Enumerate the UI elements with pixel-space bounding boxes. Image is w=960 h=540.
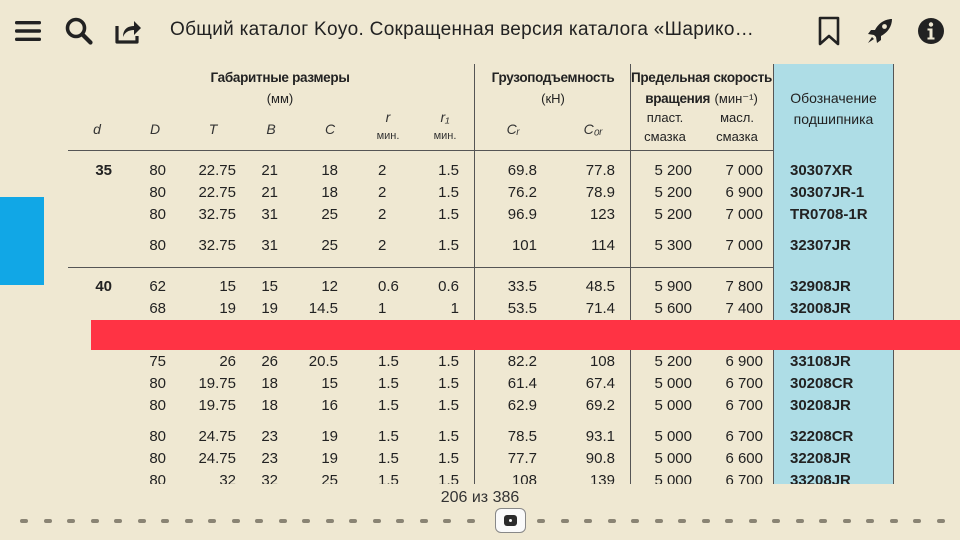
- header-oil-2: смазка: [716, 129, 758, 144]
- cell-T: 22.75: [198, 162, 236, 179]
- cell-T: 22.75: [198, 184, 236, 201]
- cell-r1: 1.5: [438, 162, 459, 179]
- cell-D: 80: [149, 184, 166, 201]
- cell-r1: 1: [450, 300, 459, 317]
- cell-r: 1.5: [378, 353, 399, 370]
- header-designation-1: Обозначение: [790, 90, 877, 106]
- menu-icon[interactable]: [11, 14, 45, 48]
- cell-B: 21: [261, 162, 278, 179]
- cell-desig: 30208JR: [790, 397, 851, 414]
- cell-C: 15: [321, 375, 338, 392]
- cell-r: 0.6: [378, 278, 399, 295]
- cell-desig: 30307JR-1: [790, 184, 865, 201]
- page-scrubber-dot[interactable]: [537, 519, 545, 523]
- cell-D: 62: [149, 278, 166, 295]
- cell-grease: 5 000: [654, 450, 692, 467]
- cell-C0r: 90.8: [585, 450, 615, 467]
- column-divider: [630, 64, 631, 484]
- cell-D: 80: [149, 206, 166, 223]
- header-speed-rotation: вращения: [645, 91, 711, 106]
- cell-D: 80: [149, 375, 166, 392]
- cell-grease: 5 600: [654, 300, 692, 317]
- cell-r: 1.5: [378, 428, 399, 445]
- cell-T: 19.75: [198, 397, 236, 414]
- cell-r1: 1.5: [438, 237, 459, 254]
- red-bar-overlay: [91, 320, 960, 350]
- header-speed-line2: [630, 90, 773, 108]
- cell-C: 12: [321, 278, 338, 295]
- header-dimensions-unit: (мм): [266, 91, 294, 106]
- header-designation-2: подшипника: [793, 111, 874, 127]
- top-toolbar: [0, 0, 960, 64]
- bookmark-icon[interactable]: [812, 14, 846, 48]
- cell-C: 25: [321, 237, 338, 254]
- cell-C: 18: [321, 184, 338, 201]
- page-scrubber-dot[interactable]: [44, 519, 52, 523]
- cell-r1: 1.5: [438, 397, 459, 414]
- cell-T: 32.75: [198, 206, 236, 223]
- cell-B: 26: [261, 353, 278, 370]
- page-scrubber-dot[interactable]: [138, 519, 146, 523]
- cell-C: 20.5: [308, 353, 338, 370]
- cell-d: 35: [95, 162, 112, 179]
- page-scrubber-dot[interactable]: [326, 519, 334, 523]
- page-scrubber-dot[interactable]: [185, 519, 193, 523]
- cell-oil: 7 000: [725, 237, 763, 254]
- page-scrubber-dot[interactable]: [67, 519, 75, 523]
- cell-r: 2: [378, 237, 387, 254]
- cell-grease: 5 200: [654, 162, 692, 179]
- page-scrubber-dot[interactable]: [913, 519, 921, 523]
- page-indicator: 206 из 386: [440, 489, 520, 506]
- header-speed-limit: Предельная скорость: [630, 70, 773, 85]
- cell-oil: 7 800: [725, 278, 763, 295]
- cell-Cr: 62.9: [507, 397, 537, 414]
- cell-Cr: 101: [511, 237, 537, 254]
- cell-C0r: 71.4: [585, 300, 615, 317]
- cell-grease: 5 000: [654, 472, 692, 484]
- page-scrubber-dot[interactable]: [443, 519, 451, 523]
- catalog-page[interactable]: [0, 64, 960, 484]
- cell-r1: 1.5: [438, 353, 459, 370]
- page-scrubber-dot[interactable]: [20, 519, 28, 523]
- cell-desig: 30208CR: [790, 375, 854, 392]
- blue-side-tab[interactable]: [0, 197, 44, 285]
- cell-T: 24.75: [198, 450, 236, 467]
- cell-B: 18: [261, 397, 278, 414]
- document-title: Общий каталог Koyo. Сокращенная версия каталога «Шарико…: [170, 19, 754, 40]
- page-scrubber-dot[interactable]: [890, 519, 898, 523]
- cell-Cr: 77.7: [507, 450, 537, 467]
- cell-r1: 1.5: [438, 184, 459, 201]
- page-scrubber-dot[interactable]: [608, 519, 616, 523]
- header-col-r1: r₁: [440, 109, 450, 125]
- page-scrubber-dot[interactable]: [302, 519, 310, 523]
- cell-grease: 5 000: [654, 397, 692, 414]
- cell-r: 1.5: [378, 397, 399, 414]
- header-grease-1: пласт.: [646, 110, 684, 125]
- header-col-d: d: [93, 121, 101, 137]
- cell-B: 23: [261, 428, 278, 445]
- cell-D: 80: [149, 472, 166, 484]
- cell-Cr: 61.4: [507, 375, 537, 392]
- cell-C: 25: [321, 206, 338, 223]
- page-scrubber-dot[interactable]: [373, 519, 381, 523]
- cell-T: 32: [219, 472, 236, 484]
- page-scrubber-dot[interactable]: [255, 519, 263, 523]
- cell-r1: 1.5: [438, 450, 459, 467]
- cell-C: 14.5: [308, 300, 338, 317]
- cell-oil: 6 700: [725, 428, 763, 445]
- header-col-r1-min: мин.: [433, 130, 457, 142]
- cell-desig: 33108JR: [790, 353, 851, 370]
- cell-B: 23: [261, 450, 278, 467]
- header-load-capacity: Грузоподъемность: [491, 70, 615, 85]
- header-grease-2: смазка: [644, 129, 686, 144]
- page-scrubber-dot[interactable]: [91, 519, 99, 523]
- cell-r1: 1.5: [438, 375, 459, 392]
- cell-oil: 7 000: [725, 162, 763, 179]
- cell-r1: 0.6: [438, 278, 459, 295]
- cell-B: 32: [261, 472, 278, 484]
- cell-B: 15: [261, 278, 278, 295]
- cell-C0r: 69.2: [585, 397, 615, 414]
- cell-r: 1.5: [378, 472, 399, 484]
- header-col-r: r: [385, 109, 391, 125]
- cell-grease: 5 200: [654, 353, 692, 370]
- designation-column-highlight: [773, 64, 894, 484]
- cell-B: 31: [261, 206, 278, 223]
- cell-C0r: 139: [589, 472, 615, 484]
- cell-grease: 5 900: [654, 278, 692, 295]
- page-scrubber-dot[interactable]: [396, 519, 404, 523]
- cell-Cr: 96.9: [507, 206, 537, 223]
- cell-C: 18: [321, 162, 338, 179]
- cell-C0r: 123: [589, 206, 615, 223]
- cell-r1: 1.5: [438, 428, 459, 445]
- page-scrubber-dot[interactable]: [866, 519, 874, 523]
- cell-r: 2: [378, 162, 387, 179]
- cell-T: 24.75: [198, 428, 236, 445]
- search-icon[interactable]: [62, 14, 96, 48]
- cell-T: 26: [219, 353, 236, 370]
- cell-grease: 5 200: [654, 184, 692, 201]
- cell-r: 1: [378, 300, 387, 317]
- cell-r1: 1.5: [438, 472, 459, 484]
- cell-d: 40: [95, 278, 112, 295]
- cell-D: 75: [149, 353, 166, 370]
- cell-oil: 7 000: [725, 206, 763, 223]
- cell-C0r: 78.9: [585, 184, 615, 201]
- cell-desig: 32208CR: [790, 428, 854, 445]
- page-scrubber-thumb[interactable]: [495, 508, 526, 533]
- cell-T: 19: [219, 300, 236, 317]
- cell-D: 80: [149, 397, 166, 414]
- page-scrubber-dot[interactable]: [467, 519, 475, 523]
- cell-D: 68: [149, 300, 166, 317]
- page-scrubber-dot[interactable]: [937, 519, 945, 523]
- page-scrubber-dot[interactable]: [232, 519, 240, 523]
- cell-oil: 6 700: [725, 397, 763, 414]
- page-scrubber-dot[interactable]: [655, 519, 663, 523]
- page-scrubber-dot[interactable]: [678, 519, 686, 523]
- cell-D: 80: [149, 450, 166, 467]
- cell-oil: 6 700: [725, 472, 763, 484]
- cell-desig: 30307XR: [790, 162, 853, 179]
- cell-oil: 7 400: [725, 300, 763, 317]
- cell-C: 25: [321, 472, 338, 484]
- header-oil-1: масл.: [720, 110, 754, 125]
- page-scrubber-dot[interactable]: [796, 519, 804, 523]
- header-rule: [68, 150, 773, 151]
- header-col-D: D: [149, 121, 161, 137]
- cell-desig: TR0708-1R: [790, 206, 868, 223]
- cell-C0r: 67.4: [585, 375, 615, 392]
- cell-T: 32.75: [198, 237, 236, 254]
- cell-grease: 5 200: [654, 206, 692, 223]
- cell-C: 19: [321, 450, 338, 467]
- header-col-T: T: [208, 121, 218, 137]
- page-scrubber-dot[interactable]: [420, 519, 428, 523]
- page-scrubber-dot[interactable]: [772, 519, 780, 523]
- thumb-page-icon: [504, 515, 517, 526]
- cell-T: 15: [219, 278, 236, 295]
- cell-C: 16: [321, 397, 338, 414]
- cell-oil: 6 700: [725, 375, 763, 392]
- header-col-C: C: [324, 121, 336, 137]
- cell-oil: 6 600: [725, 450, 763, 467]
- cell-r1: 1.5: [438, 206, 459, 223]
- cell-C: 19: [321, 428, 338, 445]
- column-divider: [474, 64, 475, 484]
- cell-B: 18: [261, 375, 278, 392]
- page-scrubber-dot[interactable]: [702, 519, 710, 523]
- page-scrubber-dot[interactable]: [561, 519, 569, 523]
- cell-Cr: 33.5: [507, 278, 537, 295]
- share-icon[interactable]: [111, 14, 145, 48]
- header-dimensions: Габаритные размеры: [210, 70, 350, 85]
- cell-Cr: 69.8: [507, 162, 537, 179]
- cell-T: 19.75: [198, 375, 236, 392]
- cell-B: 31: [261, 237, 278, 254]
- cell-B: 19: [261, 300, 278, 317]
- cell-desig: 32908JR: [790, 278, 851, 295]
- cell-Cr: 53.5: [507, 300, 537, 317]
- info-icon[interactable]: [914, 14, 948, 48]
- cell-Cr: 76.2: [507, 184, 537, 201]
- cell-C0r: 77.8: [585, 162, 615, 179]
- page-scrubber-dot[interactable]: [349, 519, 357, 523]
- rocket-icon[interactable]: [863, 14, 897, 48]
- page-scrubber-dot[interactable]: [114, 519, 122, 523]
- header-col-r-min: мин.: [376, 130, 400, 142]
- page-scrubber-dot[interactable]: [279, 519, 287, 523]
- header-load-unit: (кН): [541, 91, 565, 106]
- cell-r: 1.5: [378, 375, 399, 392]
- page-scrubber-dot[interactable]: [161, 519, 169, 523]
- cell-r: 1.5: [378, 450, 399, 467]
- page-scrubber-dot[interactable]: [584, 519, 592, 523]
- page-scrubber-dot[interactable]: [749, 519, 757, 523]
- cell-D: 80: [149, 162, 166, 179]
- cell-r: 2: [378, 184, 387, 201]
- cell-desig: 32008JR: [790, 300, 851, 317]
- cell-r: 2: [378, 206, 387, 223]
- cell-C0r: 48.5: [585, 278, 615, 295]
- header-speed-unit: (мин⁻¹): [714, 91, 758, 106]
- cell-C0r: 114: [591, 237, 615, 254]
- header-col-C0r: C₀ᵣ: [583, 121, 603, 137]
- page-scrubber-dot[interactable]: [819, 519, 827, 523]
- cell-oil: 6 900: [725, 184, 763, 201]
- cell-Cr: 108: [511, 472, 537, 484]
- cell-grease: 5 300: [654, 237, 692, 254]
- cell-desig: 32307JR: [790, 237, 851, 254]
- cell-B: 21: [261, 184, 278, 201]
- page-scrubber-dot[interactable]: [208, 519, 216, 523]
- cell-desig: 33208JR: [790, 472, 851, 484]
- cell-Cr: 82.2: [507, 353, 537, 370]
- page-scrubber-dot[interactable]: [843, 519, 851, 523]
- cell-Cr: 78.5: [507, 428, 537, 445]
- page-scrubber-dot[interactable]: [631, 519, 639, 523]
- cell-D: 80: [149, 237, 166, 254]
- page-scrubber-dot[interactable]: [725, 519, 733, 523]
- group-rule: [68, 267, 773, 268]
- cell-C0r: 108: [589, 353, 615, 370]
- header-col-Cr: Cᵣ: [506, 121, 520, 137]
- cell-oil: 6 900: [725, 353, 763, 370]
- cell-grease: 5 000: [654, 428, 692, 445]
- cell-D: 80: [149, 428, 166, 445]
- header-col-B: B: [266, 121, 276, 137]
- cell-C0r: 93.1: [585, 428, 615, 445]
- cell-grease: 5 000: [654, 375, 692, 392]
- cell-desig: 32208JR: [790, 450, 851, 467]
